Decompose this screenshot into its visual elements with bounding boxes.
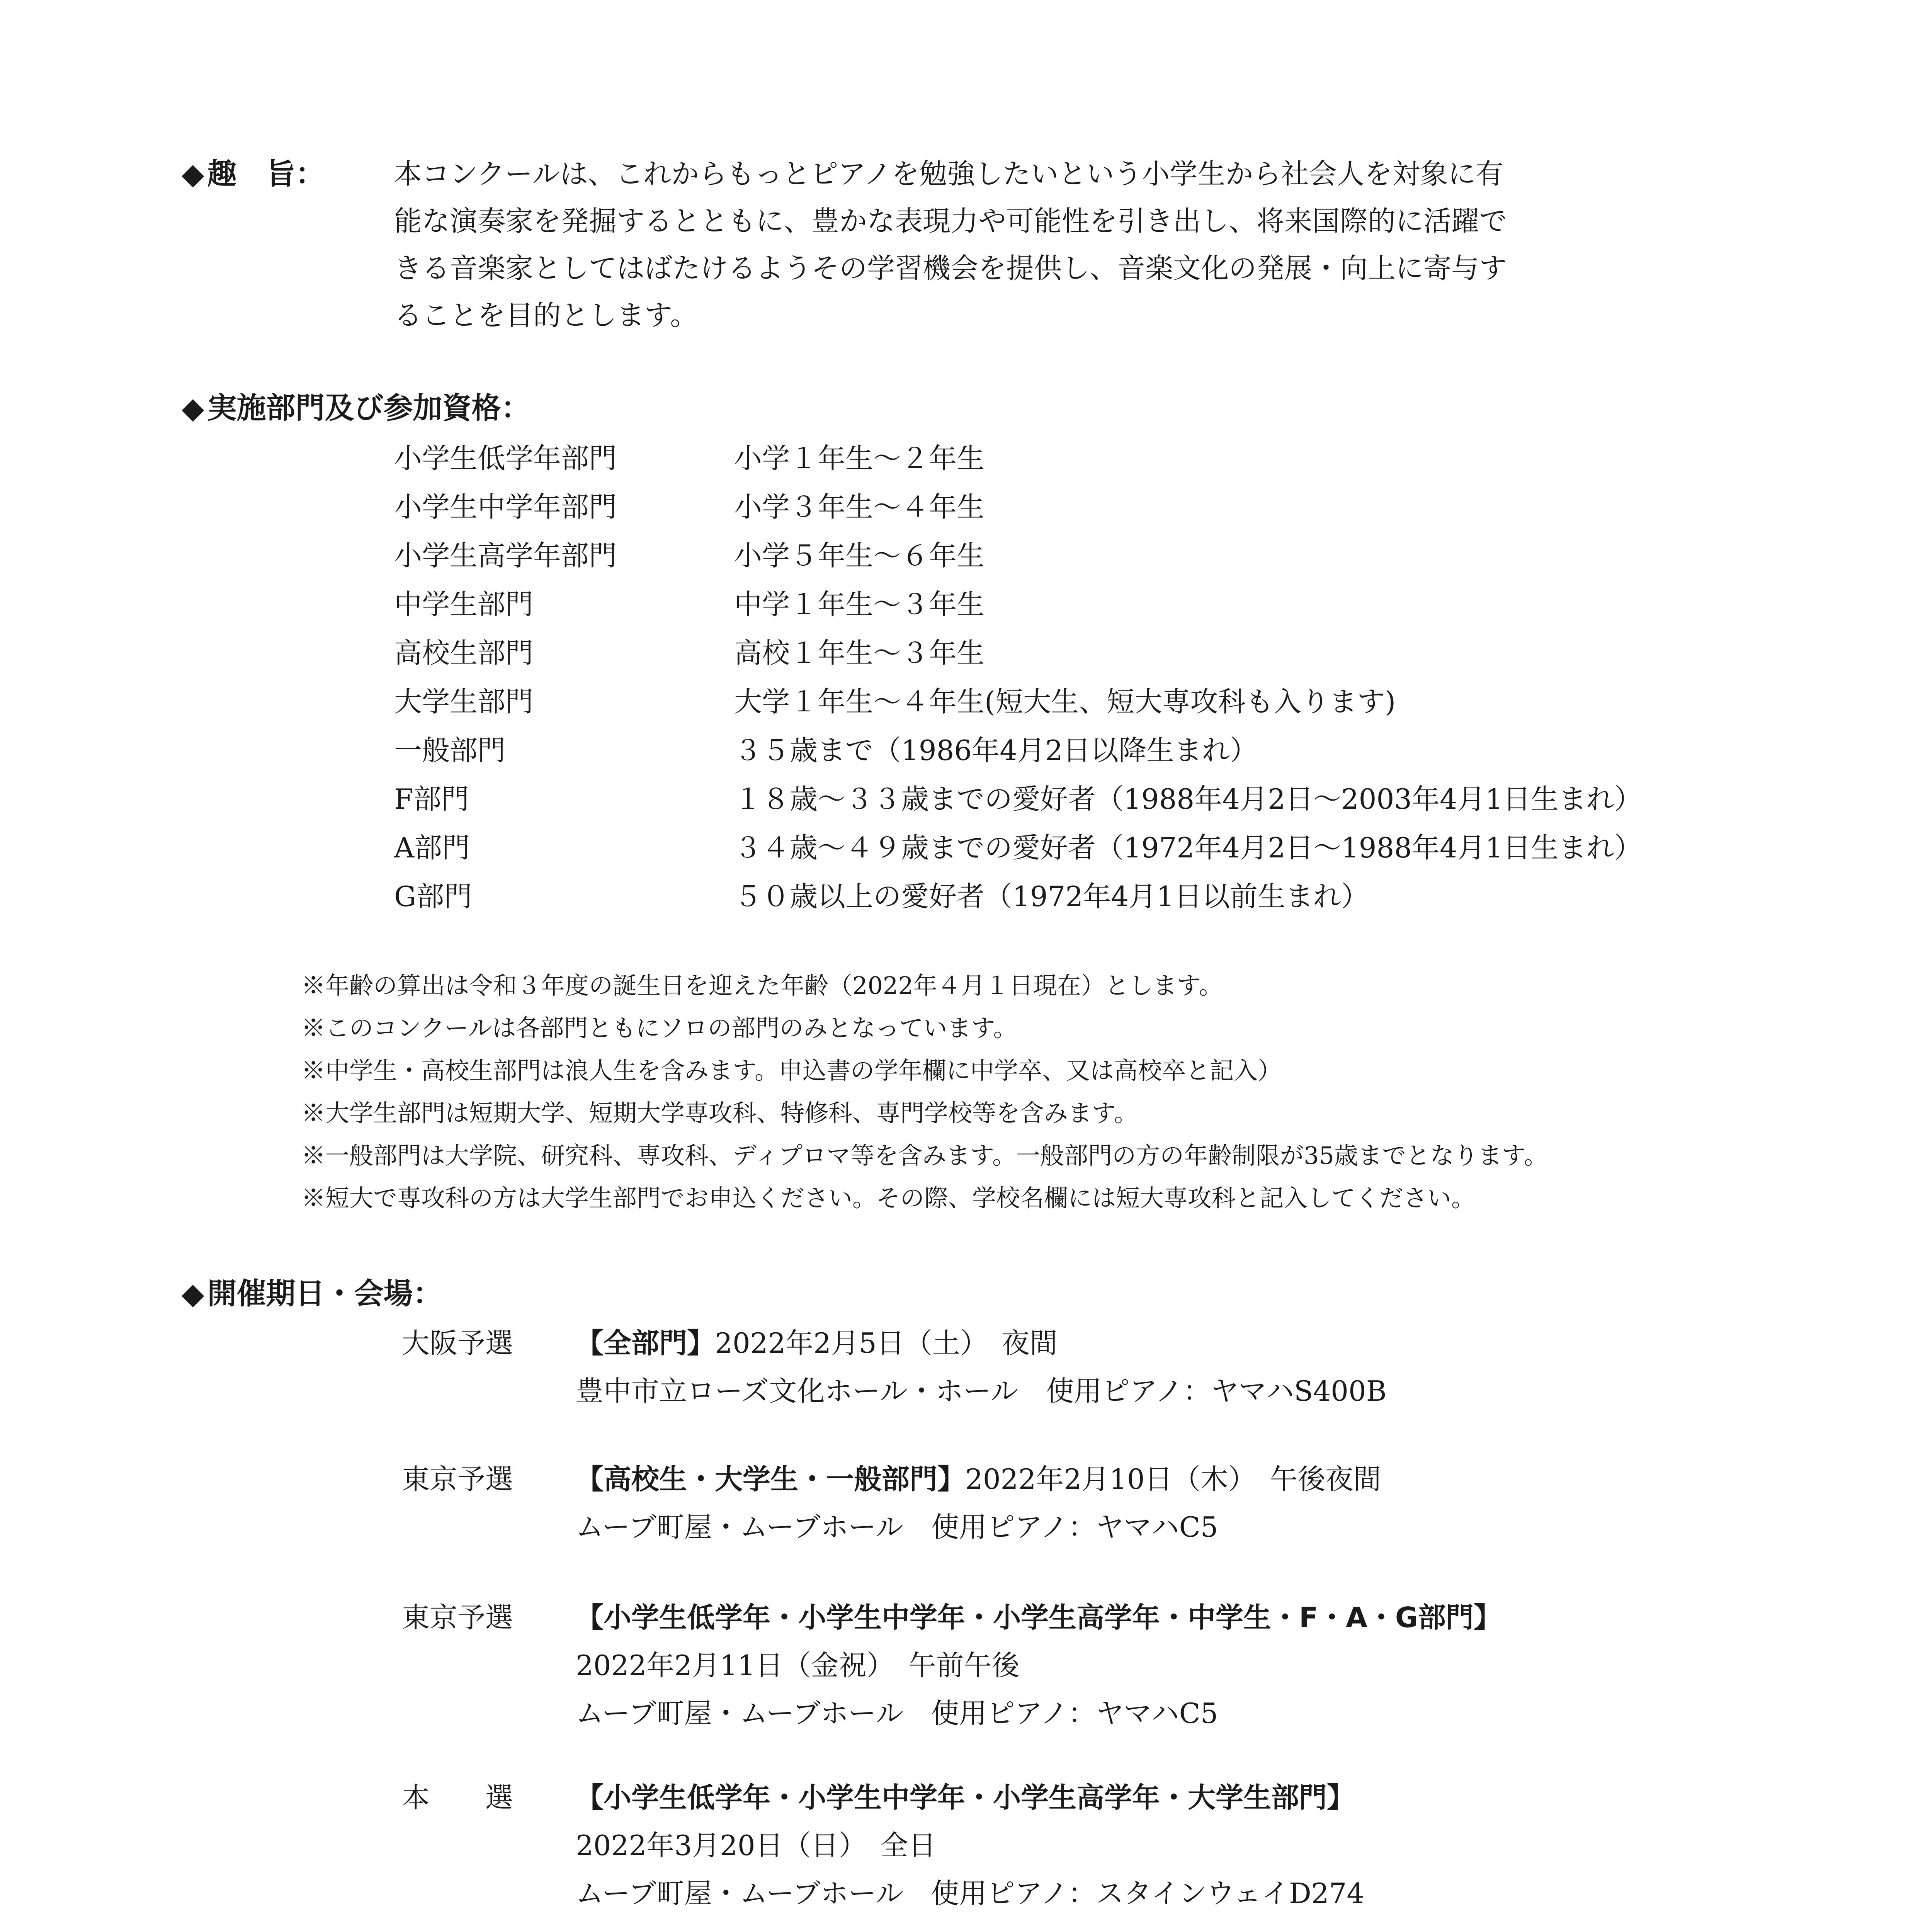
schedule-heading: ◆ 開催期日・会場： bbox=[182, 1276, 442, 1311]
schedule-round-label: 本 選 bbox=[402, 1781, 514, 1814]
schedule-line: 【全部門】2022年2月5日（土） 夜間 bbox=[576, 1327, 1058, 1359]
diamond-bullet-icon: ◆ bbox=[182, 391, 204, 425]
schedule-line: 【高校生・大学生・一般部門】2022年2月10日（木） 午後夜間 bbox=[576, 1463, 1381, 1495]
divisions-heading: ◆ 実施部門及び参加資格： bbox=[182, 391, 531, 425]
division-name: 中学生部門 bbox=[394, 588, 534, 621]
division-name: 大学生部門 bbox=[394, 685, 534, 718]
division-eligibility: ３５歳まで（1986年4月2日以降生まれ） bbox=[734, 734, 1258, 767]
purpose-line: 本コンクールは、これからもっとピアノを勉強したいという小学生から社会人を対象に有 bbox=[394, 158, 1504, 190]
division-name: 一般部門 bbox=[394, 734, 506, 767]
division-eligibility: ３４歳～４９歳までの愛好者（1972年4月2日～1988年4月1日生まれ） bbox=[734, 832, 1642, 864]
division-eligibility: 高校１年生～３年生 bbox=[734, 637, 985, 669]
diamond-bullet-icon: ◆ bbox=[182, 1276, 204, 1311]
schedule-venue: ムーブ町屋・ムーブホール 使用ピアノ：ヤマハC5 bbox=[576, 1511, 1218, 1543]
division-name: G部門 bbox=[394, 880, 472, 913]
division-name: 高校生部門 bbox=[394, 637, 534, 669]
schedule-venue: ムーブ町屋・ムーブホール 使用ピアノ：ヤマハC5 bbox=[576, 1697, 1218, 1730]
division-note: ※大学生部門は短期大学、短期大学専攻科、特修科、専門学校等を含みます。 bbox=[301, 1099, 1138, 1127]
schedule-divisions: 【小学生低学年・小学生中学年・小学生高学年・中学生・F・A・G部門】 bbox=[576, 1601, 1502, 1634]
division-eligibility: 小学５年生～６年生 bbox=[734, 539, 985, 572]
division-note: ※年齢の算出は令和３年度の誕生日を迎えた年齢（2022年４月１日現在）とします。 bbox=[301, 971, 1223, 1000]
schedule-venue: 豊中市立ローズ文化ホール・ホール 使用ピアノ：ヤマハS400B bbox=[576, 1375, 1387, 1407]
division-name: A部門 bbox=[394, 832, 470, 864]
purpose-line: 能な演奏家を発掘するとともに、豊かな表現力や可能性を引き出し、将来国際的に活躍で bbox=[394, 205, 1507, 237]
schedule-round-label: 東京予選 bbox=[402, 1601, 514, 1634]
division-name: 小学生高学年部門 bbox=[394, 539, 617, 572]
schedule-round-label: 大阪予選 bbox=[402, 1327, 514, 1359]
division-eligibility: 小学３年生～４年生 bbox=[734, 491, 985, 523]
schedule-date: 2022年3月20日（日） 全日 bbox=[576, 1829, 936, 1862]
division-eligibility: 中学１年生～３年生 bbox=[734, 588, 985, 621]
division-eligibility: 大学１年生～４年生(短大生、短大専攻科も入ります) bbox=[734, 685, 1396, 718]
diamond-bullet-icon: ◆ bbox=[182, 156, 204, 191]
division-note: ※このコンクールは各部門ともにソロの部門のみとなっています。 bbox=[301, 1014, 1017, 1042]
division-name: F部門 bbox=[394, 783, 469, 815]
division-eligibility: 小学１年生～２年生 bbox=[734, 442, 985, 474]
purpose-line: ることを目的とします。 bbox=[394, 299, 698, 332]
division-note: ※短大で専攻科の方は大学生部門でお申込ください。その際、学校名欄には短大専攻科と記入してください。 bbox=[301, 1184, 1476, 1212]
division-eligibility: ５０歳以上の愛好者（1972年4月1日以前生まれ） bbox=[734, 880, 1369, 913]
schedule-date: 2022年2月11日（金祝） 午前午後 bbox=[576, 1649, 1020, 1682]
division-name: 小学生中学年部門 bbox=[394, 491, 617, 523]
division-note: ※中学生・高校生部門は浪人生を含みます。申込書の学年欄に中学卒、又は高校卒と記入） bbox=[301, 1056, 1282, 1085]
division-note: ※一般部門は大学院、研究科、専攻科、ディプロマ等を含みます。一般部門の方の年齢制限が35歳までとなります。 bbox=[301, 1141, 1548, 1170]
division-eligibility: １８歳～３３歳までの愛好者（1988年4月2日～2003年4月1日生まれ） bbox=[734, 783, 1642, 815]
purpose-line: きる音楽家としてはばたけるようその学習機会を提供し、音楽文化の発展・向上に寄与す bbox=[394, 252, 1507, 284]
schedule-round-label: 東京予選 bbox=[402, 1463, 514, 1495]
purpose-heading: ◆ 趣 旨： bbox=[182, 156, 325, 191]
schedule-divisions: 【小学生低学年・小学生中学年・小学生高学年・大学生部門】 bbox=[576, 1781, 1355, 1814]
division-name: 小学生低学年部門 bbox=[394, 442, 617, 474]
schedule-venue: ムーブ町屋・ムーブホール 使用ピアノ：スタインウェイD274 bbox=[576, 1877, 1365, 1910]
